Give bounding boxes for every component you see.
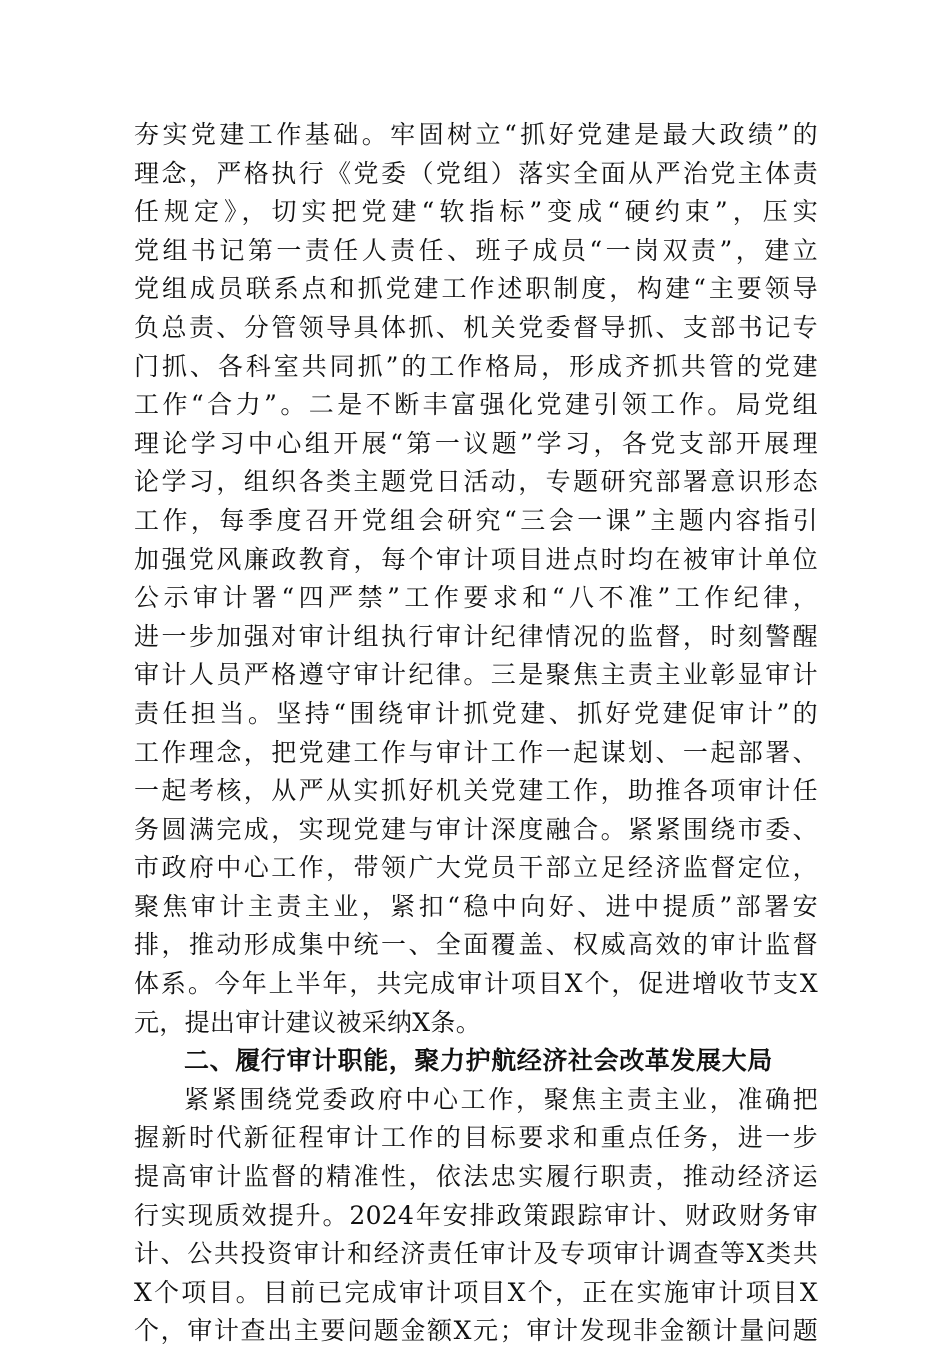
paragraph-line: 论学习，组织各类主题党日活动，专题研究部署意识形态: [134, 467, 818, 497]
paragraph-line: 握新时代新征程审计工作的目标要求和重点任务，进一步: [134, 1123, 818, 1153]
paragraph-line: 个，审计查出主要问题金额X元；审计发现非金额计量问题: [134, 1316, 818, 1346]
paragraph-line: 市政府中心工作，带领广大党员干部立足经济监督定位，: [134, 853, 818, 883]
paragraph-line: 党组书记第一责任人责任、班子成员“一岗双责”，建立: [134, 235, 818, 265]
paragraph-line: 工作“合力”。二是不断丰富强化党建引领工作。局党组: [134, 390, 818, 420]
paragraph-line: 提高审计监督的精准性，依法忠实履行职责，推动经济运: [134, 1162, 818, 1192]
paragraph-audit-duties: [134, 1081, 818, 1351]
paragraph-line: 任规定》，切实把党建“软指标”变成“硬约束”，压实: [134, 197, 818, 227]
paragraph-line: 计、公共投资审计和经济责任审计及专项审计调查等X类共: [134, 1239, 818, 1269]
paragraph-line: 夯实党建工作基础。牢固树立“抓好党建是最大政绩”的: [134, 120, 818, 149]
paragraph-line: 负总责、分管领导具体抓、机关党委督导抓、支部书记专: [134, 312, 818, 342]
paragraph-line: 门抓、各科室共同抓”的工作格局，形成齐抓共管的党建: [134, 351, 818, 381]
paragraph-line: 公示审计署“四严禁”工作要求和“八不准”工作纪律，: [134, 583, 818, 613]
paragraph-line: 工作，每季度召开党组会研究“三会一课”主题内容指引: [134, 505, 818, 535]
paragraph-line: 理念，严格执行《党委（党组）落实全面从严治党主体责: [134, 158, 818, 188]
paragraph-party-building: [134, 116, 818, 1042]
paragraph-line: 紧紧围绕党委政府中心工作，聚焦主责主业，准确把: [184, 1084, 818, 1114]
paragraph-line: 一起考核，从严从实抓好机关党建工作，助推各项审计任: [134, 776, 818, 806]
paragraph-line: X个项目。目前已完成审计项目X个，正在实施审计项目X: [134, 1277, 818, 1307]
paragraph-line: 责任担当。坚持“围绕审计抓党建、抓好党建促审计”的: [134, 698, 818, 728]
paragraph-line: 聚焦审计主责主业，紧扣“稳中向好、进中提质”部署安: [134, 891, 818, 921]
paragraph-line: 进一步加强对审计组执行审计纪律情况的监督，时刻警醒: [134, 621, 818, 651]
paragraph-line: 排，推动形成集中统一、全面覆盖、权威高效的审计监督: [134, 930, 818, 960]
document-body: [134, 116, 818, 1351]
paragraph-line: 加强党风廉政教育，每个审计项目进点时均在被审计单位: [134, 544, 818, 574]
paragraph-line: 党组成员联系点和抓党建工作述职制度，构建“主要领导: [134, 274, 818, 304]
paragraph-line: 务圆满完成，实现党建与审计深度融合。紧紧围绕市委、: [134, 814, 818, 844]
paragraph-line: 理论学习中心组开展“第一议题”学习，各党支部开展理: [134, 428, 818, 458]
paragraph-line: 体系。今年上半年，共完成审计项目X个，促进增收节支X: [134, 969, 818, 999]
paragraph-line: 元，提出审计建议被采纳X条。: [134, 1007, 481, 1037]
paragraph-line: 工作理念，把党建工作与审计工作一起谋划、一起部署、: [134, 737, 818, 767]
paragraph-line: 审计人员严格遵守审计纪律。三是聚焦主责主业彰显审计: [134, 660, 818, 690]
section-heading: 二、履行审计职能，聚力护航经济社会改革发展大局: [184, 1046, 773, 1076]
paragraph-line: 行实现质效提升。2024年安排政策跟踪审计、财政财务审: [134, 1200, 818, 1230]
